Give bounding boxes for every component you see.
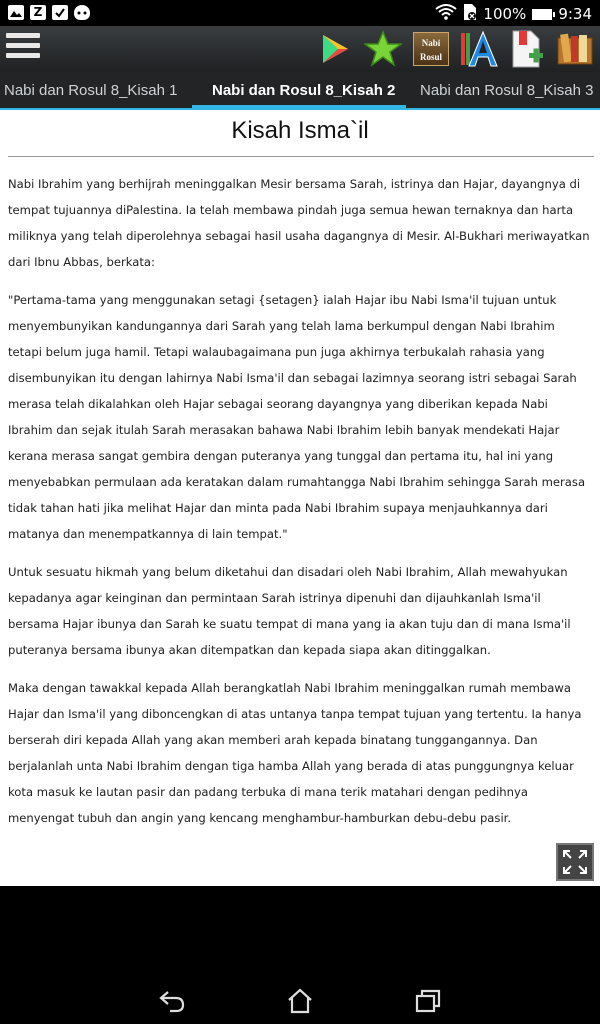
- bookshelf-icon[interactable]: [554, 28, 596, 70]
- article-title: Kisah Isma`il: [231, 117, 369, 144]
- star-icon[interactable]: [362, 28, 404, 70]
- add-bookmark-icon[interactable]: [506, 28, 548, 70]
- status-bar: [0, 0, 600, 26]
- gallery-icon: [8, 5, 24, 20]
- home-icon[interactable]: [285, 986, 315, 1016]
- tab-kisah-3[interactable]: Nabi dan Rosul 8_Kisah 3: [420, 82, 594, 99]
- article-paragraph: Nabi Ibrahim yang berhijrah meninggalkan Mesir bersama Sarah, istrinya dan Hajar, dayangnya di tempat tujuannya diPalestina. Ia telah membawa pindah juga semua hewan ternaknya dan harta miliknya yang telah diperolehnya sebagai hasil usaha dagangnya di Mesir. Al-Bukhari meriwayatkan dari Ibnu Abbas, berkata:: [8, 177, 590, 269]
- tab-strip: [0, 72, 600, 110]
- article-view[interactable]: [0, 110, 600, 886]
- article-paragraph: "Pertama-tama yang menggunakan setagi {setagen} ialah Hajar ibu Nabi Isma'il tujuan untuk menyembunyikan kandungannya dari Sarah yang telah lama berkumpul dengan Nabi Ibrahim tetapi belum juga hamil. Tetapi walaubagaimana pun juga akhirnya terbukalah rahasia yang disembunyikan itu dengan lahirnya Nabi Isma'il dan sebagai lazimnya seorang istri sebagai Sarah merasa telah dikalahkan oleh Hajar sebagai seorang dayangnya yang diberikan kepada Nabi Ibrahim dan sejak itulah Sarah merasakan bahawa Nabi Ibrahim lebih banyak mendekati Hajar kerana merasa sangat gembira dengan puteranya yang tunggal dan pertama itu, hal ini yang menyebabkan permulaan ada keratakan dalam rumahtangga Nabi Ibrahim sehingga Sarah merasa tidak tahan hati jika melihat Hajar dan minta pada Nabi Ibrahim supaya menjauhkannya dari matanya dan menempatkannya di lain tempat.": [8, 293, 586, 541]
- clock: 9:34: [558, 5, 592, 23]
- article-paragraph: Untuk sesuatu hikmah yang belum diketahui dan disadari oleh Nabi Ibrahim, Allah mewahyukan kepadanya agar keinginan dan permintaan Sarah istrinya dipenuhi dan dijauhkanlah Isma'il bersama Hajar ibunya dan Sarah ke suatu tempat di mana yang ia akan tuju dan di mana Isma'il puteranya bersama ibunya akan ditempatkan dan kepada siapa akan ditinggalkan.: [8, 565, 571, 657]
- article-body: [0, 157, 600, 831]
- system-status: [435, 3, 592, 25]
- menu-icon[interactable]: [6, 33, 40, 65]
- fullscreen-button[interactable]: [556, 843, 594, 881]
- clipboard-check-icon: [52, 5, 68, 20]
- play-store-icon[interactable]: [314, 28, 356, 70]
- notification-icons: [8, 5, 90, 20]
- article-paragraph: Maka dengan tawakkal kepada Allah berangkatlah Nabi Ibrahim meninggalkan rumah membawa Hajar dan Isma'il yang diboncengkan di atas untanya tanpa tempat tujuan yang tertentu. Ia hanya berserah diri kepada Allah yang akan memberi arah kepada binatang tunggangannya. Dan berjalanlah unta Nabi Ibrahim dengan tiga hamba Allah yang berada di atas punggungnya keluar kota masuk ke lautan pasir dan padang terbuka di mana terik matahari dengan pedihnya menyengat tubuh dan angin yang kencang menghambur-hamburkan debu-debu pasir.: [8, 681, 582, 825]
- cat-icon: [74, 5, 90, 20]
- battery-icon: [532, 9, 552, 20]
- empty-area: [0, 886, 600, 976]
- battery-percent: 100%: [483, 5, 527, 23]
- z-app-icon: Z: [30, 5, 46, 20]
- toolbar-actions: [314, 28, 596, 70]
- nabi-rosul-icon-text: Nabi Rosul: [419, 38, 442, 62]
- font-size-icon[interactable]: [458, 28, 500, 70]
- navigation-bar: [0, 976, 600, 1024]
- app-toolbar: [0, 26, 600, 72]
- recent-apps-icon[interactable]: [413, 986, 443, 1016]
- wifi-icon: [435, 4, 457, 24]
- nabi-rosul-icon[interactable]: [410, 28, 452, 70]
- tab-kisah-2[interactable]: Nabi dan Rosul 8_Kisah 2: [212, 82, 396, 99]
- fullscreen-icon: [562, 849, 588, 875]
- back-icon[interactable]: [157, 986, 187, 1016]
- tab-kisah-1[interactable]: Nabi dan Rosul 8_Kisah 1: [4, 82, 178, 99]
- no-sim-icon: [463, 3, 477, 25]
